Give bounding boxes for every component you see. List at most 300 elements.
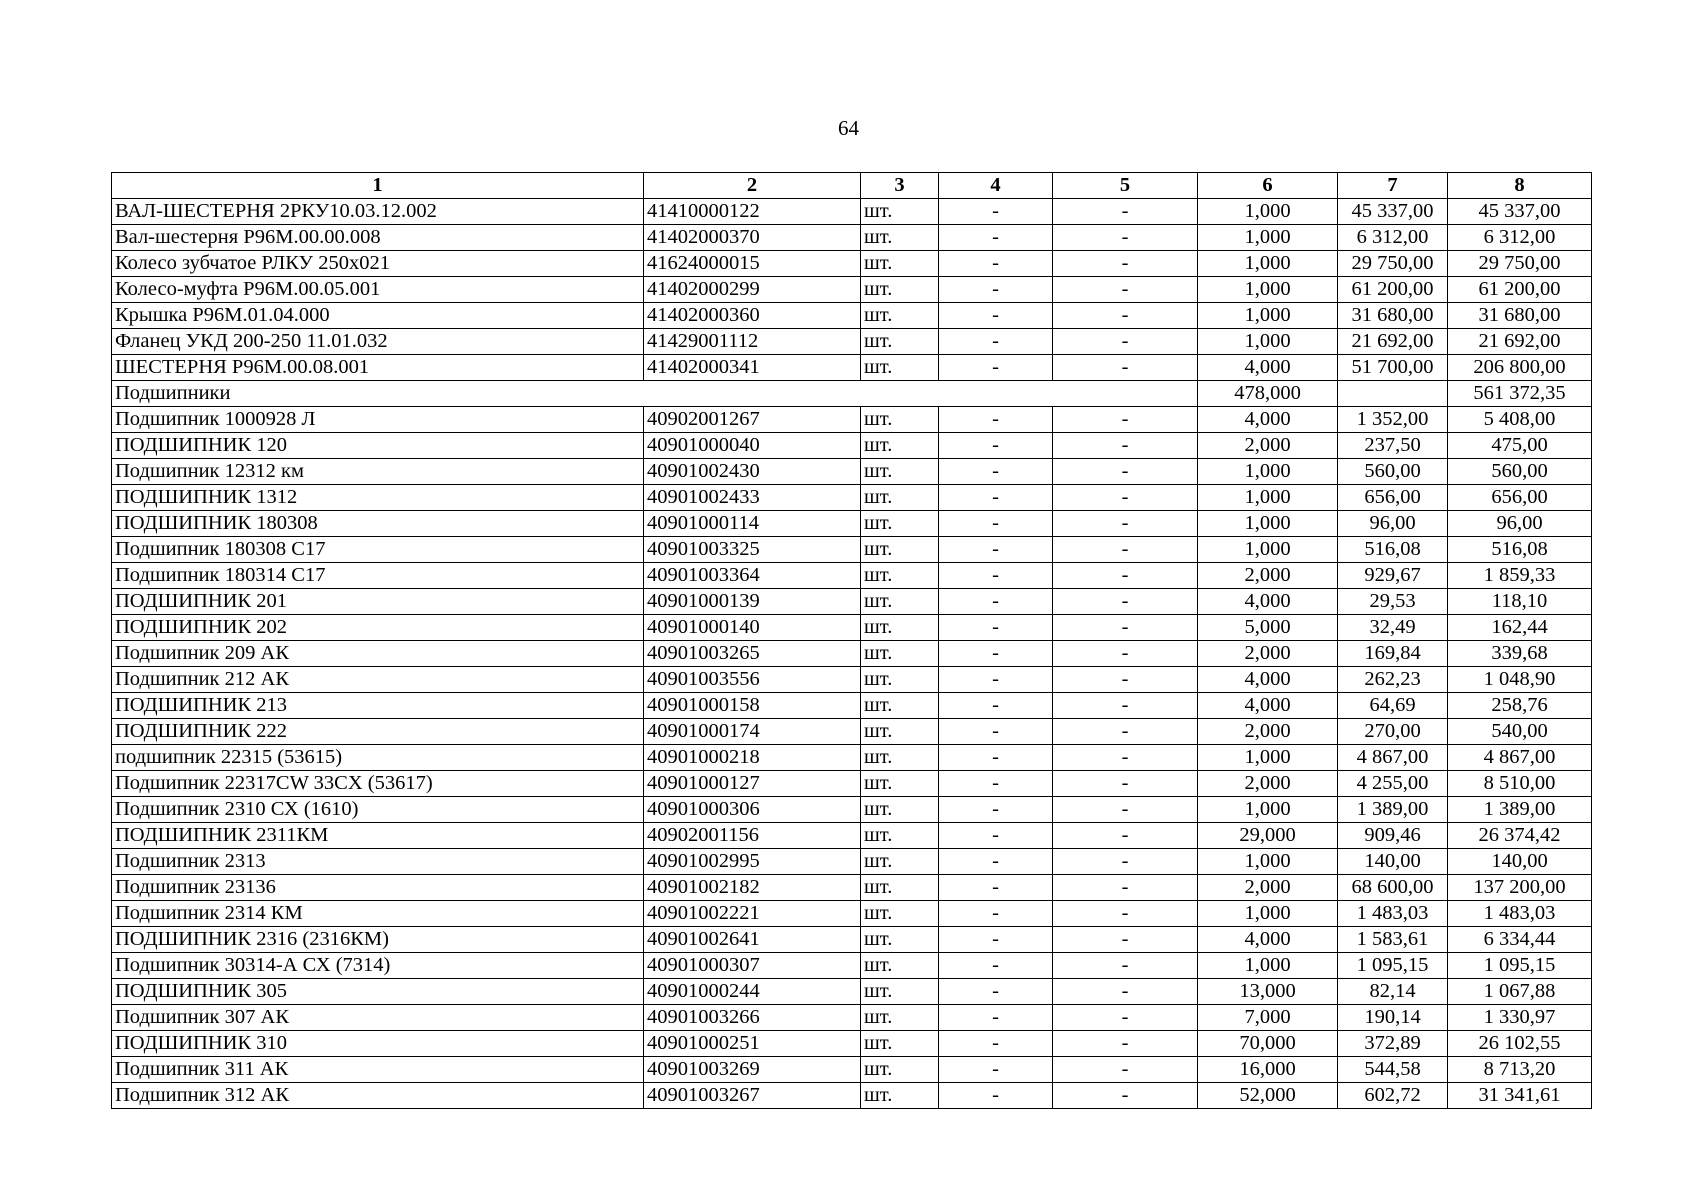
item-sum: 258,76 [1448, 693, 1592, 719]
item-name: ПОДШИПНИК 120 [112, 433, 644, 459]
item-code: 40901000158 [644, 693, 861, 719]
item-unit: шт. [861, 979, 939, 1005]
item-code: 40901002221 [644, 901, 861, 927]
item-col4: - [939, 1057, 1053, 1083]
item-col5: - [1053, 407, 1198, 433]
item-unit: шт. [861, 303, 939, 329]
item-price: 21 692,00 [1338, 329, 1448, 355]
item-code: 40901000306 [644, 797, 861, 823]
item-unit: шт. [861, 745, 939, 771]
item-price: 140,00 [1338, 849, 1448, 875]
item-price: 237,50 [1338, 433, 1448, 459]
item-price: 372,89 [1338, 1031, 1448, 1057]
item-qty: 4,000 [1198, 407, 1338, 433]
item-qty: 2,000 [1198, 719, 1338, 745]
item-col5: - [1053, 537, 1198, 563]
item-col4: - [939, 1005, 1053, 1031]
item-sum: 140,00 [1448, 849, 1592, 875]
item-price: 29,53 [1338, 589, 1448, 615]
table-row [112, 433, 1592, 459]
item-price: 929,67 [1338, 563, 1448, 589]
item-price: 262,23 [1338, 667, 1448, 693]
item-unit: шт. [861, 459, 939, 485]
item-qty: 2,000 [1198, 771, 1338, 797]
item-name: Подшипник 307 АК [112, 1005, 644, 1031]
item-unit: шт. [861, 329, 939, 355]
table-row [112, 953, 1592, 979]
item-col5: - [1053, 355, 1198, 381]
table-row [112, 199, 1592, 225]
item-name: Подшипник 30314-А СХ (7314) [112, 953, 644, 979]
item-col5: - [1053, 641, 1198, 667]
item-sum: 26 102,55 [1448, 1031, 1592, 1057]
table-row [112, 823, 1592, 849]
item-sum: 1 095,15 [1448, 953, 1592, 979]
item-col5: - [1053, 615, 1198, 641]
item-sum: 45 337,00 [1448, 199, 1592, 225]
item-col4: - [939, 1031, 1053, 1057]
header-row [112, 173, 1592, 199]
item-name: ПОДШИПНИК 305 [112, 979, 644, 1005]
table-row [112, 1031, 1592, 1057]
table-row [112, 771, 1592, 797]
table-row [112, 615, 1592, 641]
item-col4: - [939, 407, 1053, 433]
item-qty: 1,000 [1198, 251, 1338, 277]
item-qty: 1,000 [1198, 329, 1338, 355]
item-unit: шт. [861, 771, 939, 797]
item-col5: - [1053, 1005, 1198, 1031]
item-sum: 137 200,00 [1448, 875, 1592, 901]
item-price: 544,58 [1338, 1057, 1448, 1083]
item-qty: 1,000 [1198, 537, 1338, 563]
item-name: ПОДШИПНИК 201 [112, 589, 644, 615]
item-sum: 6 334,44 [1448, 927, 1592, 953]
item-unit: шт. [861, 1031, 939, 1057]
item-col5: - [1053, 771, 1198, 797]
item-sum: 1 859,33 [1448, 563, 1592, 589]
item-qty: 52,000 [1198, 1083, 1338, 1109]
table-row [112, 979, 1592, 1005]
item-col4: - [939, 277, 1053, 303]
item-col5: - [1053, 927, 1198, 953]
item-name: Подшипник 180314 С17 [112, 563, 644, 589]
item-code: 40901002641 [644, 927, 861, 953]
item-col5: - [1053, 693, 1198, 719]
item-sum: 21 692,00 [1448, 329, 1592, 355]
item-unit: шт. [861, 511, 939, 537]
item-col5: - [1053, 589, 1198, 615]
item-col4: - [939, 199, 1053, 225]
item-name: ВАЛ-ШЕСТЕРНЯ 2РКУ10.03.12.002 [112, 199, 644, 225]
item-name: Крышка Р96М.01.04.000 [112, 303, 644, 329]
item-qty: 1,000 [1198, 953, 1338, 979]
item-qty: 16,000 [1198, 1057, 1338, 1083]
item-qty: 1,000 [1198, 225, 1338, 251]
col-header-8: 8 [1448, 173, 1592, 199]
inventory-table [111, 172, 1592, 1109]
item-price: 32,49 [1338, 615, 1448, 641]
table-row [112, 485, 1592, 511]
item-price: 51 700,00 [1338, 355, 1448, 381]
item-price: 1 389,00 [1338, 797, 1448, 823]
item-code: 40901003556 [644, 667, 861, 693]
page-number: 64 [838, 116, 859, 140]
col-header-2: 2 [644, 173, 861, 199]
item-price: 64,69 [1338, 693, 1448, 719]
item-code: 40901002433 [644, 485, 861, 511]
item-sum: 1 389,00 [1448, 797, 1592, 823]
item-sum: 162,44 [1448, 615, 1592, 641]
item-price: 169,84 [1338, 641, 1448, 667]
item-col5: - [1053, 719, 1198, 745]
item-qty: 1,000 [1198, 199, 1338, 225]
item-qty: 1,000 [1198, 485, 1338, 511]
item-unit: шт. [861, 1057, 939, 1083]
item-code: 40902001267 [644, 407, 861, 433]
item-unit: шт. [861, 667, 939, 693]
item-col4: - [939, 953, 1053, 979]
item-col4: - [939, 901, 1053, 927]
item-col5: - [1053, 563, 1198, 589]
item-sum: 31 341,61 [1448, 1083, 1592, 1109]
group-price [1338, 381, 1448, 407]
item-unit: шт. [861, 823, 939, 849]
item-code: 41402000299 [644, 277, 861, 303]
item-unit: шт. [861, 953, 939, 979]
table-row [112, 511, 1592, 537]
table-row [112, 693, 1592, 719]
item-sum: 31 680,00 [1448, 303, 1592, 329]
item-col5: - [1053, 199, 1198, 225]
group-name: Подшипники [112, 381, 1198, 407]
group-sum: 561 372,35 [1448, 381, 1592, 407]
item-name: ШЕСТЕРНЯ Р96М.00.08.001 [112, 355, 644, 381]
item-unit: шт. [861, 693, 939, 719]
item-col5: - [1053, 459, 1198, 485]
item-sum: 96,00 [1448, 511, 1592, 537]
item-price: 45 337,00 [1338, 199, 1448, 225]
item-unit: шт. [861, 849, 939, 875]
item-code: 40901003267 [644, 1083, 861, 1109]
item-unit: шт. [861, 719, 939, 745]
item-code: 41402000370 [644, 225, 861, 251]
item-code: 40902001156 [644, 823, 861, 849]
item-name: ПОДШИПНИК 180308 [112, 511, 644, 537]
item-price: 96,00 [1338, 511, 1448, 537]
item-sum: 8 510,00 [1448, 771, 1592, 797]
item-code: 41429001112 [644, 329, 861, 355]
table-row [112, 537, 1592, 563]
item-unit: шт. [861, 407, 939, 433]
col-header-5: 5 [1053, 173, 1198, 199]
item-code: 40901002430 [644, 459, 861, 485]
item-col4: - [939, 771, 1053, 797]
item-name: Колесо зубчатое РЛКУ 250х021 [112, 251, 644, 277]
item-unit: шт. [861, 485, 939, 511]
item-qty: 4,000 [1198, 927, 1338, 953]
item-col4: - [939, 1083, 1053, 1109]
item-sum: 1 048,90 [1448, 667, 1592, 693]
item-price: 31 680,00 [1338, 303, 1448, 329]
item-code: 40901003364 [644, 563, 861, 589]
item-sum: 8 713,20 [1448, 1057, 1592, 1083]
item-sum: 5 408,00 [1448, 407, 1592, 433]
item-unit: шт. [861, 199, 939, 225]
item-col5: - [1053, 277, 1198, 303]
item-code: 40901003265 [644, 641, 861, 667]
item-name: Подшипник 212 АК [112, 667, 644, 693]
item-sum: 540,00 [1448, 719, 1592, 745]
item-code: 40901000218 [644, 745, 861, 771]
item-name: Колесо-муфта Р96М.00.05.001 [112, 277, 644, 303]
item-name: ПОДШИПНИК 202 [112, 615, 644, 641]
item-price: 1 483,03 [1338, 901, 1448, 927]
item-code: 40901000139 [644, 589, 861, 615]
item-code: 40901002995 [644, 849, 861, 875]
group-row [112, 381, 1592, 407]
item-sum: 29 750,00 [1448, 251, 1592, 277]
item-name: Подшипник 22317CW 33CX (53617) [112, 771, 644, 797]
item-unit: шт. [861, 277, 939, 303]
item-code: 41402000341 [644, 355, 861, 381]
item-col4: - [939, 641, 1053, 667]
item-unit: шт. [861, 901, 939, 927]
item-qty: 7,000 [1198, 1005, 1338, 1031]
table-row [112, 407, 1592, 433]
item-qty: 2,000 [1198, 641, 1338, 667]
item-col4: - [939, 745, 1053, 771]
table-row [112, 1057, 1592, 1083]
item-price: 6 312,00 [1338, 225, 1448, 251]
item-name: Подшипник 2310 СХ (1610) [112, 797, 644, 823]
col-header-7: 7 [1338, 173, 1448, 199]
item-code: 40901002182 [644, 875, 861, 901]
item-col5: - [1053, 1083, 1198, 1109]
item-col5: - [1053, 1057, 1198, 1083]
table-row [112, 667, 1592, 693]
item-col5: - [1053, 251, 1198, 277]
item-unit: шт. [861, 615, 939, 641]
item-name: Подшипник 209 АК [112, 641, 644, 667]
item-price: 61 200,00 [1338, 277, 1448, 303]
item-col5: - [1053, 511, 1198, 537]
item-qty: 1,000 [1198, 277, 1338, 303]
item-col5: - [1053, 797, 1198, 823]
table-row [112, 927, 1592, 953]
table-row [112, 459, 1592, 485]
item-col5: - [1053, 953, 1198, 979]
item-col4: - [939, 927, 1053, 953]
item-qty: 2,000 [1198, 875, 1338, 901]
item-unit: шт. [861, 537, 939, 563]
table-row [112, 277, 1592, 303]
item-unit: шт. [861, 433, 939, 459]
item-col4: - [939, 797, 1053, 823]
item-col4: - [939, 823, 1053, 849]
item-qty: 5,000 [1198, 615, 1338, 641]
col-header-4: 4 [939, 173, 1053, 199]
item-code: 40901003325 [644, 537, 861, 563]
item-sum: 560,00 [1448, 459, 1592, 485]
item-price: 656,00 [1338, 485, 1448, 511]
col-header-3: 3 [861, 173, 939, 199]
item-code: 40901003269 [644, 1057, 861, 1083]
item-qty: 1,000 [1198, 745, 1338, 771]
table-row [112, 875, 1592, 901]
item-sum: 516,08 [1448, 537, 1592, 563]
item-name: Подшипник 1000928 Л [112, 407, 644, 433]
item-unit: шт. [861, 797, 939, 823]
item-qty: 1,000 [1198, 849, 1338, 875]
item-col4: - [939, 719, 1053, 745]
item-sum: 1 067,88 [1448, 979, 1592, 1005]
item-unit: шт. [861, 589, 939, 615]
item-price: 1 583,61 [1338, 927, 1448, 953]
item-name: Фланец УКД 200-250 11.01.032 [112, 329, 644, 355]
item-col5: - [1053, 433, 1198, 459]
table-row [112, 251, 1592, 277]
item-name: Подшипник 12312 км [112, 459, 644, 485]
item-sum: 61 200,00 [1448, 277, 1592, 303]
item-qty: 70,000 [1198, 1031, 1338, 1057]
item-col5: - [1053, 1031, 1198, 1057]
item-qty: 1,000 [1198, 459, 1338, 485]
item-price: 190,14 [1338, 1005, 1448, 1031]
item-qty: 4,000 [1198, 693, 1338, 719]
table-row [112, 745, 1592, 771]
item-sum: 118,10 [1448, 589, 1592, 615]
item-col4: - [939, 979, 1053, 1005]
table-row [112, 1005, 1592, 1031]
item-col4: - [939, 433, 1053, 459]
table-row [112, 849, 1592, 875]
group-qty: 478,000 [1198, 381, 1338, 407]
table-row [112, 225, 1592, 251]
item-name: ПОДШИПНИК 1312 [112, 485, 644, 511]
item-col4: - [939, 355, 1053, 381]
item-col4: - [939, 485, 1053, 511]
item-qty: 1,000 [1198, 303, 1338, 329]
item-name: Подшипник 312 АК [112, 1083, 644, 1109]
item-col4: - [939, 693, 1053, 719]
item-code: 40901000040 [644, 433, 861, 459]
item-price: 68 600,00 [1338, 875, 1448, 901]
item-code: 40901000244 [644, 979, 861, 1005]
item-unit: шт. [861, 927, 939, 953]
item-col4: - [939, 537, 1053, 563]
item-price: 4 867,00 [1338, 745, 1448, 771]
item-col5: - [1053, 979, 1198, 1005]
item-col4: - [939, 615, 1053, 641]
item-col4: - [939, 511, 1053, 537]
item-name: Подшипник 180308 С17 [112, 537, 644, 563]
item-col5: - [1053, 875, 1198, 901]
item-col5: - [1053, 667, 1198, 693]
item-sum: 475,00 [1448, 433, 1592, 459]
item-code: 41402000360 [644, 303, 861, 329]
item-col5: - [1053, 901, 1198, 927]
item-unit: шт. [861, 1083, 939, 1109]
item-name: ПОДШИПНИК 2311КМ [112, 823, 644, 849]
item-code: 41410000122 [644, 199, 861, 225]
item-col4: - [939, 459, 1053, 485]
table-row [112, 355, 1592, 381]
item-col4: - [939, 667, 1053, 693]
item-qty: 1,000 [1198, 511, 1338, 537]
item-name: Подшипник 2313 [112, 849, 644, 875]
item-qty: 4,000 [1198, 667, 1338, 693]
item-sum: 339,68 [1448, 641, 1592, 667]
item-col4: - [939, 589, 1053, 615]
item-code: 40901000251 [644, 1031, 861, 1057]
item-code: 40901000127 [644, 771, 861, 797]
item-name: ПОДШИПНИК 2316 (2316КМ) [112, 927, 644, 953]
item-code: 41624000015 [644, 251, 861, 277]
item-name: Подшипник 311 АК [112, 1057, 644, 1083]
item-sum: 1 330,97 [1448, 1005, 1592, 1031]
item-qty: 13,000 [1198, 979, 1338, 1005]
item-qty: 4,000 [1198, 589, 1338, 615]
item-price: 1 095,15 [1338, 953, 1448, 979]
item-col4: - [939, 329, 1053, 355]
item-price: 1 352,00 [1338, 407, 1448, 433]
item-col4: - [939, 303, 1053, 329]
item-sum: 26 374,42 [1448, 823, 1592, 849]
item-col5: - [1053, 485, 1198, 511]
table-row [112, 901, 1592, 927]
item-unit: шт. [861, 355, 939, 381]
item-col5: - [1053, 303, 1198, 329]
table-row [112, 329, 1592, 355]
item-name: Подшипник 23136 [112, 875, 644, 901]
item-unit: шт. [861, 225, 939, 251]
item-col4: - [939, 563, 1053, 589]
item-name: ПОДШИПНИК 222 [112, 719, 644, 745]
item-qty: 1,000 [1198, 797, 1338, 823]
item-code: 40901000174 [644, 719, 861, 745]
item-unit: шт. [861, 641, 939, 667]
item-code: 40901000114 [644, 511, 861, 537]
item-sum: 656,00 [1448, 485, 1592, 511]
table-row [112, 797, 1592, 823]
item-unit: шт. [861, 875, 939, 901]
item-price: 82,14 [1338, 979, 1448, 1005]
col-header-1: 1 [112, 173, 644, 199]
table-row [112, 641, 1592, 667]
item-name: подшипник 22315 (53615) [112, 745, 644, 771]
item-col5: - [1053, 745, 1198, 771]
table-row [112, 1083, 1592, 1109]
item-qty: 2,000 [1198, 563, 1338, 589]
item-name: Подшипник 2314 КМ [112, 901, 644, 927]
item-qty: 2,000 [1198, 433, 1338, 459]
item-col5: - [1053, 329, 1198, 355]
item-price: 29 750,00 [1338, 251, 1448, 277]
item-sum: 6 312,00 [1448, 225, 1592, 251]
item-name: ПОДШИПНИК 213 [112, 693, 644, 719]
item-qty: 1,000 [1198, 901, 1338, 927]
item-col4: - [939, 251, 1053, 277]
item-unit: шт. [861, 251, 939, 277]
item-qty: 4,000 [1198, 355, 1338, 381]
item-col5: - [1053, 849, 1198, 875]
item-price: 516,08 [1338, 537, 1448, 563]
item-col5: - [1053, 823, 1198, 849]
item-qty: 29,000 [1198, 823, 1338, 849]
table-row [112, 563, 1592, 589]
item-code: 40901003266 [644, 1005, 861, 1031]
